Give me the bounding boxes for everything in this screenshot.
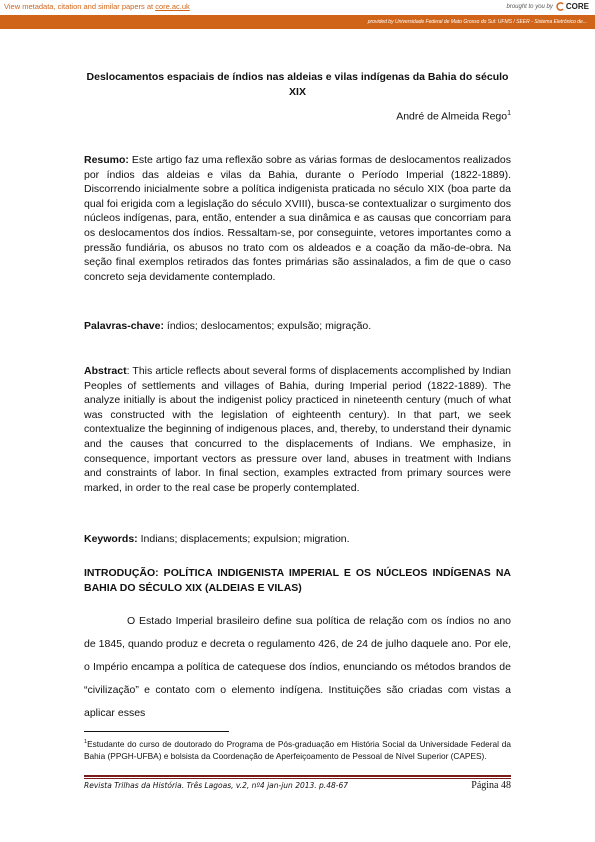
core-ac-uk-link[interactable]: core.ac.uk <box>155 2 190 11</box>
core-logo-icon <box>556 2 565 11</box>
footnote-text: Estudante do curso de doutorado do Programa de Pós-graduação em História Social da Universidade Federal da Bahia (PPGH-UFBA) e bolsista da Coordenação de Aperfeiçoamento de Pessoal de Nível Superior (CAPES). <box>84 738 511 761</box>
brought-to-you-by[interactable] <box>507 2 590 11</box>
core-banner <box>0 0 595 33</box>
core-top-strip <box>0 0 595 15</box>
keywords-line <box>84 532 511 547</box>
footnote-divider <box>84 731 229 732</box>
keywords-label: Keywords: <box>84 533 138 545</box>
footnote-mark: 1 <box>84 739 88 745</box>
palavras-chave-label: Palavras-chave: <box>84 320 164 332</box>
page-number: Página 48 <box>471 780 511 791</box>
core-logo-text: CORE <box>565 2 589 11</box>
keywords-text: Indians; displacements; expulsion; migration. <box>137 533 350 545</box>
author-footnote-ref: 1 <box>507 110 511 117</box>
core-logo[interactable] <box>556 2 589 11</box>
view-metadata-prefix: View metadata, citation and similar papers at <box>4 2 156 11</box>
resumo-paragraph <box>84 153 511 284</box>
abstract-paragraph <box>84 364 511 495</box>
author-name: André de Almeida Rego <box>396 110 508 123</box>
footnote <box>84 737 511 762</box>
view-metadata-link[interactable] <box>4 2 190 11</box>
author-line <box>396 110 511 123</box>
brought-by-label: brought to you by <box>506 3 553 10</box>
resumo-label: Resumo: <box>84 154 129 166</box>
provided-by-bar[interactable]: provided by Universidade Federal de Mato Grosso do Sul: UFMS / SEER - Sistema Eletrônico de... <box>0 15 595 29</box>
palavras-chave-text: índios; deslocamentos; expulsão; migração. <box>163 320 372 332</box>
abstract-label: Abstract <box>84 365 127 377</box>
paper-title: Deslocamentos espaciais de índios nas aldeias e vilas indígenas da Bahia do século XIX <box>86 71 509 98</box>
palavras-chave-line <box>84 319 511 334</box>
intro-paragraph: O Estado Imperial brasileiro define sua política de relação com os índios no ano de 1845, quando produz e decreta o regulamento 426, de 24 de julho daquele ano. Por ele, o Império encampa a política de catequese dos índios, enunciando os métodos brandos de “civilização” e contato com o elemento indígena. Instituições são criadas com vistas a aplicar esses <box>84 615 511 719</box>
section-heading: INTRODUÇÃO: POLÍTICA INDIGENISTA IMPERIAL E OS NÚCLEOS INDÍGENAS NA BAHIA DO SÉCULO XIX (ALDEIAS E VILAS) <box>84 567 511 594</box>
footer-rule-thick <box>84 775 511 777</box>
abstract-text: : This article reflects about several forms of displacements accomplished by Indian Peoples of settlements and villages of Bahia, during Imperial period (1822-1889). The analyze initially is about the indigenist policy practiced in nineteenth century (much of what was constructed with the legislation of eighteenth century). In that part, we seek contextualize the beginning of indigenous places, and, thereby, to understand their dynamic and the causes that concurred to the displacements of Indians. We emphasize, in consequence, important vectors as pressure over land, abuses in treatment with Indians and constraints of labor. In final section, examples extracted from primary sources were marked, in order to the real case be properly contemplated. <box>84 365 511 494</box>
footer-rule-thin <box>84 778 511 779</box>
resumo-text: Este artigo faz uma reflexão sobre as várias formas de deslocamentos realizados por índios das aldeias e vilas da Bahia, durante o Período Imperial (1822-1889). Discorrendo inicialmente sobre a política indigenista praticada no século XIX (boa parte da qual foi erigida com a legislação do século XVIII), busca-se contextualizar o surgimento dos núcleos indígenas, para, então, entender a sua dinâmica e as causas que concorriam para os deslocamentos dos índios. Ressaltam-se, por conseguinte, vetores importantes como a pressão fundiária, os abusos no trato com os aldeados e a coação da mão-de-obra. Na seção final exemplos retirados das fontes primárias são assinalados, a fim de que o caso concreto seja devidamente contemplado. <box>84 154 511 283</box>
journal-citation: Revista Trilhas da História. Três Lagoas, v.2, nº4 jan-jun 2013. p.48-67 <box>84 781 348 790</box>
